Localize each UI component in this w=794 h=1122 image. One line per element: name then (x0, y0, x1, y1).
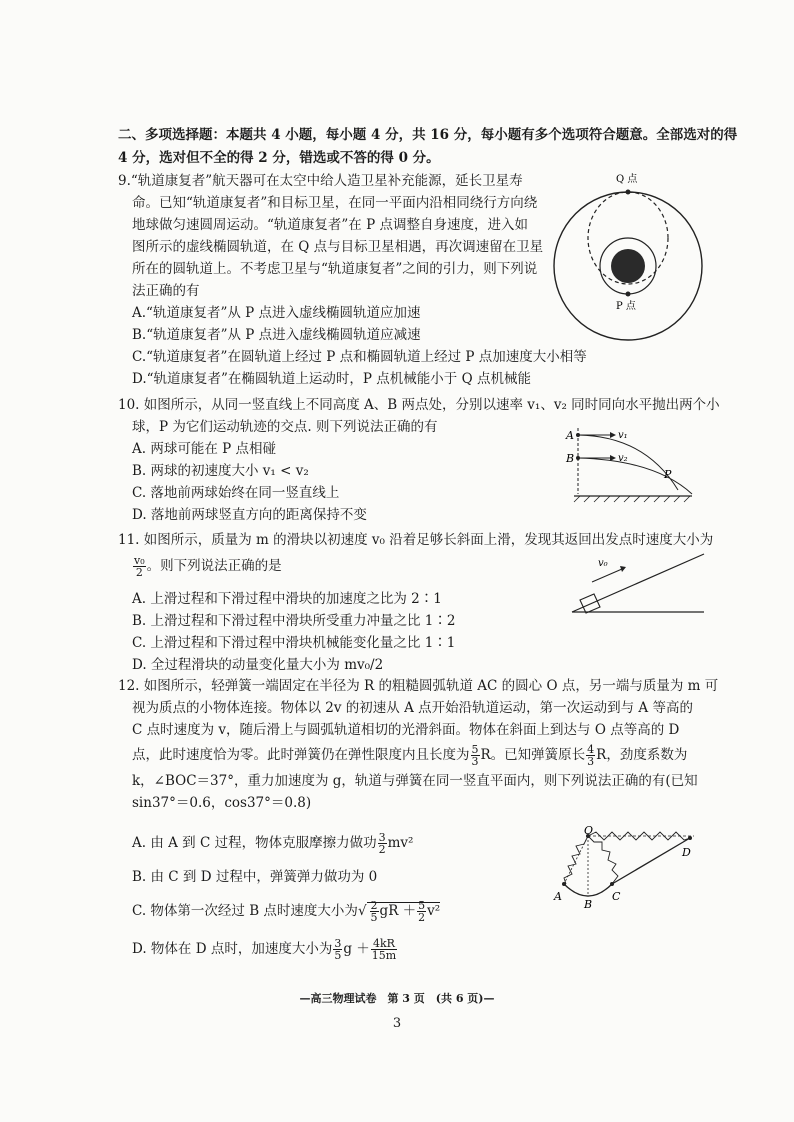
q11-stem-line: 11. 如图所示，质量为 m 的滑块以初速度 v₀ 沿着足够长斜面上滑，发现其返回出发点时速度大小为 (118, 532, 714, 548)
q12-option-c: C. 物体第一次经过 B 点时速度大小为√ $\frac{2}{5}$ gR ＋ $\frac{5}{2}$ v² (132, 899, 441, 924)
earth-icon (611, 249, 645, 283)
incline-slope (612, 838, 690, 884)
q10-projectile-figure (560, 420, 700, 504)
q9-stem-line: 所在的圆轨道上。不考虑卫星与“轨道康复者”之间的引力，则下列说 (132, 261, 538, 277)
q10-option-d: D. 落地前两球竖直方向的距离保持不变 (132, 507, 367, 523)
q9-option-c: C.“轨道康复者”在圆轨道上经过 P 点和椭圆轨道上经过 P 点加速度大小相等 (132, 349, 587, 365)
label-a: A (554, 890, 562, 903)
point-a-dot (576, 433, 580, 437)
q9-stem-line: 地球做匀速圆周运动。“轨道康复者”在 P 点调整自身速度，进入如 (132, 217, 528, 233)
section-header-line1: 二、多项选择题：本题共 4 小题，每小题 4 分，共 16 分，每小题有多个选项符合题意。全部选对的得 (118, 127, 738, 143)
q11-incline-figure (568, 548, 708, 620)
q9-option-a: A.“轨道康复者”从 P 点进入虚线椭圆轨道应加速 (132, 305, 421, 321)
q12-option-a: A. 由 A 到 C 过程，物体克服摩擦力做功 $\frac{3}{2}$ mv² (132, 831, 414, 856)
q10-option-b: B. 两球的初速度大小 v₁ < v₂ (132, 463, 309, 479)
page-number: 3 (392, 1016, 402, 1031)
label-o: O (584, 826, 594, 837)
point-p-dot (626, 292, 631, 297)
label-v0: v₀ (598, 558, 608, 569)
q11-option-c: C. 上滑过程和下滑过程中滑块机械能变化量之比 1∶1 (132, 635, 456, 651)
label-c: C (612, 890, 621, 903)
label-a: A (566, 429, 574, 442)
point-b-dot (576, 456, 580, 460)
label-q: Q 点 (616, 174, 638, 185)
q9-stem-line: 命。已知“轨道康复者”和目标卫星，在同一平面内沿相同绕行方向绕 (132, 195, 538, 211)
page-footer: —高三物理试卷 第 3 页 (共 6 页)— (299, 992, 495, 1005)
q11-option-d: D. 全过程滑块的动量变化量大小为 mv₀/2 (132, 657, 384, 673)
q12-stem-line: k，∠BOC＝37°，重力加速度为 g，轨道与弹簧在同一竖直平面内，则下列说法正确的有(已知 (132, 773, 698, 789)
ground-hatch (574, 496, 690, 502)
point-d-dot (688, 836, 692, 840)
q12-stem-line: 12. 如图所示，轻弹簧一端固定在半径为 R 的粗糙圆弧轨道 AC 的圆心 O 点，另一端与质量为 m 可 (118, 678, 719, 694)
label-b: B (566, 452, 575, 465)
arrow-v1-head (610, 432, 616, 438)
spring-to-c (588, 836, 618, 884)
label-p: P (664, 468, 672, 481)
q11-option-b: B. 上滑过程和下滑过程中滑块所受重力冲量之比 1∶2 (132, 613, 456, 629)
incline-surface (572, 554, 704, 612)
q12-option-b: B. 由 C 到 D 过程中，弹簧弹力做功为 0 (132, 869, 378, 885)
arrow-v0 (592, 569, 622, 582)
q9-stem-line: 9.“轨道康复者”航天器可在太空中给人造卫星补充能源，延长卫星寿 (118, 173, 523, 189)
q12-stem-line: sin37°＝0.6，cos37°＝0.8) (132, 795, 312, 811)
section-header-line2: 4 分，选对但不全的得 2 分，错选或不答的得 0 分。 (118, 150, 440, 166)
q10-option-a: A. 两球可能在 P 点相碰 (132, 441, 276, 457)
label-d: D (682, 846, 691, 859)
q10-option-c: C. 落地前两球始终在同一竖直线上 (132, 485, 340, 501)
point-q-dot (626, 190, 631, 195)
trajectory-a (578, 435, 678, 490)
point-c-dot (610, 882, 614, 886)
q9-stem-line: 法正确的有 (132, 283, 200, 299)
label-v2: v₂ (618, 453, 628, 464)
q11-stem-line2: $\frac{\text{v₀}}{2}$ 。则下列说法正确的是 (134, 554, 282, 579)
label-b: B (584, 898, 593, 911)
q10-stem-line: 球，P 为它们运动轨迹的交点. 则下列说法正确的有 (132, 419, 438, 435)
q12-spring-figure (550, 826, 704, 912)
label-v1: v₁ (618, 430, 628, 441)
q12-option-d: D. 物体在 D 点时，加速度大小为 $\frac{3}{5}$ g ＋ $\frac{4kR}{15m}$ (132, 937, 397, 962)
q12-stem-line4: 点，此时速度恰为零。此时弹簧仍在弹性限度内且长度为 $\frac{5}{3}$ R。已知弹簧原长 $\frac{4}{3}$ R，劲度系数为 (132, 743, 688, 768)
q12-stem-line: C 点时速度为 v，随后滑上与圆弧轨道相切的光滑斜面。物体在斜面上到达与 O 点等高的 D (132, 722, 680, 738)
q9-option-b: B.“轨道康复者”从 P 点进入虚线椭圆轨道应减速 (132, 327, 421, 343)
point-a-dot (562, 882, 566, 886)
q9-stem-line: 图所示的虚线椭圆轨道，在 Q 点与目标卫星相遇，再次调速留在卫星 (132, 239, 544, 255)
q11-option-a: A. 上滑过程和下滑过程中滑块的加速度之比为 2∶1 (132, 591, 442, 607)
fraction-v0-over-2: $\frac{\text{v₀}}{2}$ (134, 554, 145, 579)
q9-option-d: D.“轨道康复者”在椭圆轨道上运动时，P 点机械能小于 Q 点机械能 (132, 371, 531, 387)
label-p: P 点 (616, 301, 636, 312)
q10-stem-line: 10. 如图所示，从同一竖直线上不同高度 A、B 两点处，分别以速率 v₁、v₂ 同时同向水平抛出两个小 (118, 397, 720, 413)
q9-orbit-figure (548, 166, 708, 342)
q12-stem-line: 视为质点的小物体连接。物体以 2v 的初速从 A 点开始沿轨道运动，第一次运动到与 A 等高的 (132, 700, 693, 716)
trajectory-b (578, 458, 692, 494)
